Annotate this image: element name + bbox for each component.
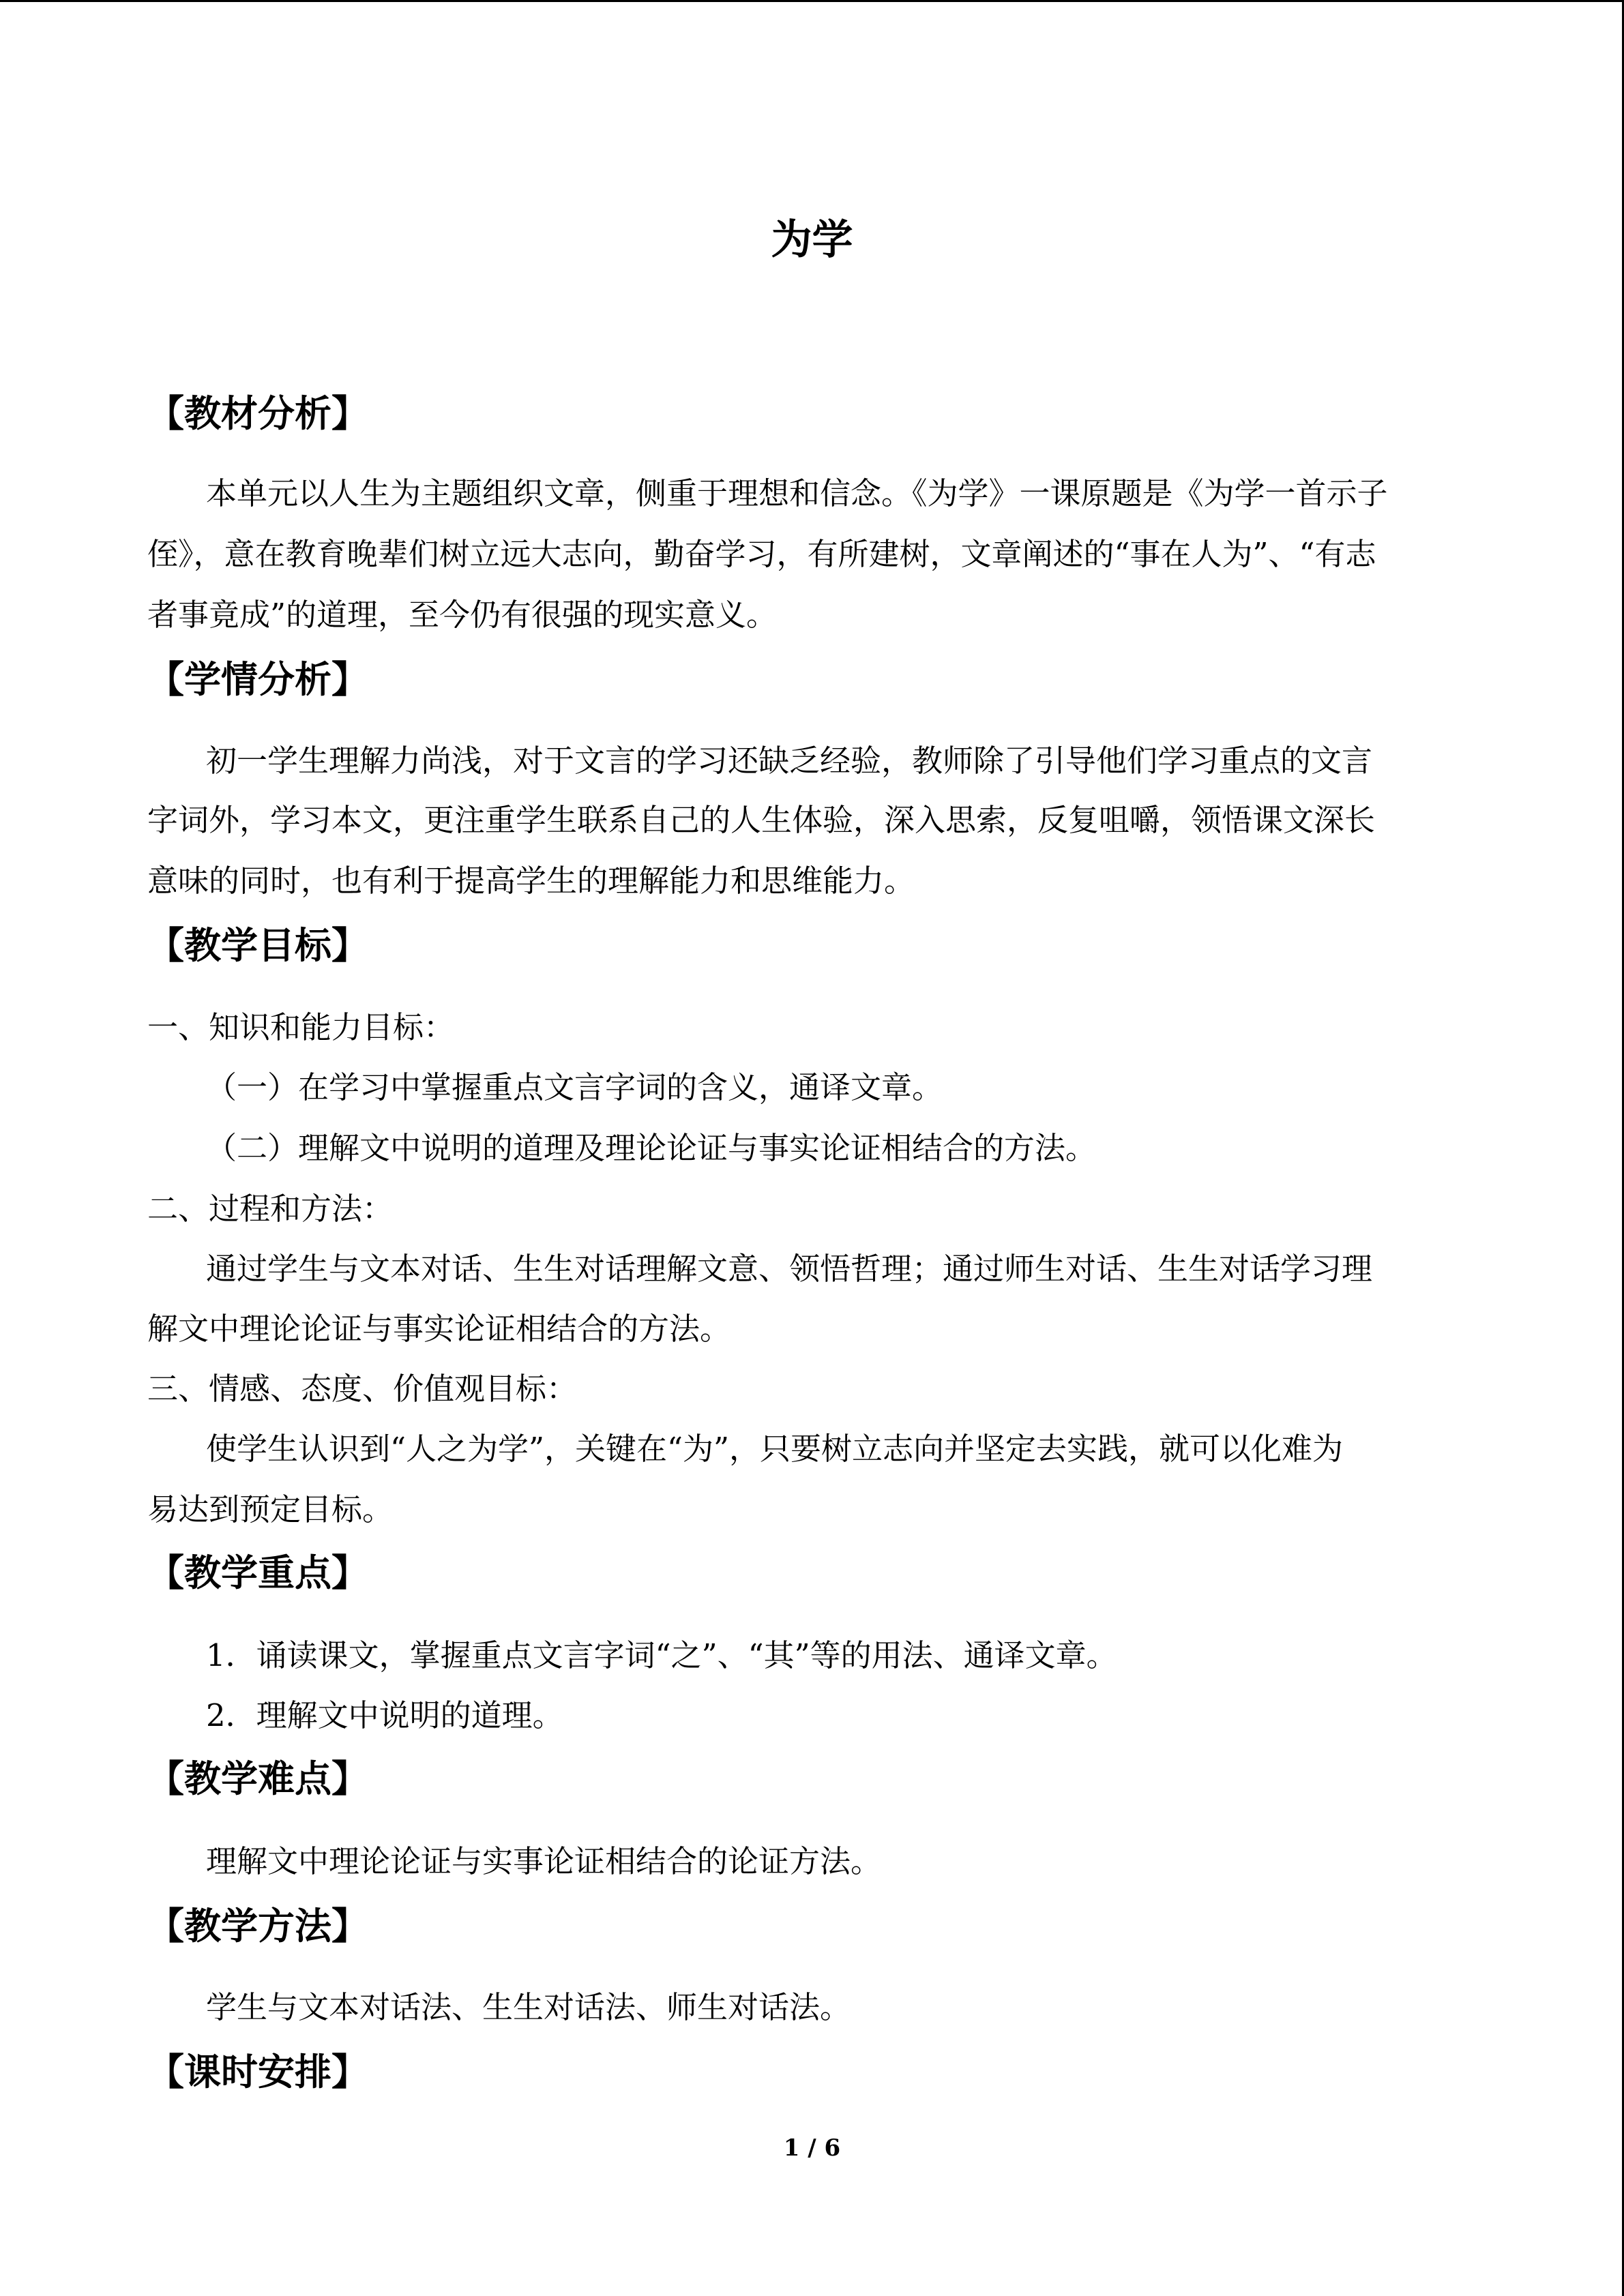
paragraph-line: 本单元以人生为主题组织文章，侧重于理想和信念。《为学》一课原题是《为学一首示子 [206,475,1388,511]
objective-category: 一、知识和能力目标： [147,1009,455,1045]
section-heading-teaching-objectives: 【教学目标】 [147,924,368,967]
paragraph-line: 初一学生理解力尚浅，对于文言的学习还缺乏经验，教师除了引导他们学习重点的文言 [206,743,1373,779]
objective-item: （一）在学习中掌握重点文言字词的含义，通译文章。 [206,1069,943,1105]
objective-category: 二、过程和方法： [147,1191,394,1227]
paragraph-line: 侄》，意在教育晚辈们树立远大志向，勤奋学习，有所建树，文章阐述的“事在人为”、“有志 [147,536,1376,572]
section-heading-teaching-methods: 【教学方法】 [147,1905,368,1948]
paragraph-line: 理解文中理论论证与实事论证相结合的论证方法。 [206,1843,882,1879]
section-heading-class-schedule: 【课时安排】 [147,2051,368,2093]
section-heading-difficult-points: 【教学难点】 [147,1757,368,1800]
section-heading-textbook-analysis: 【教材分析】 [147,392,368,435]
paragraph-line: 者事竟成”的道理，至今仍有很强的现实意义。 [147,597,778,633]
section-heading-key-points: 【教学重点】 [147,1551,368,1594]
page-top-border [0,0,1624,2]
paragraph-line: 字词外，学习本文，更注重学生联系自己的人生体验，深入思索，反复咀嚼，领悟课文深长 [147,802,1376,838]
paragraph-line: 学生与文本对话法、生生对话法、师生对话法。 [206,1989,851,2025]
document-title: 为学 [771,216,853,264]
objective-item: （二）理解文中说明的道理及理论论证与事实论证相结合的方法。 [206,1130,1097,1166]
section-heading-student-analysis: 【学情分析】 [147,658,368,701]
list-item: 1．诵读课文，掌握重点文言字词“之”、“其”等的用法、通译文章。 [206,1637,1117,1673]
objective-category: 三、情感、态度、价值观目标： [147,1371,578,1407]
paragraph-line: 意味的同时，也有利于提高学生的理解能力和思维能力。 [147,863,915,899]
paragraph-line: 解文中理论论证与事实论证相结合的方法。 [147,1311,731,1347]
paragraph-line: 通过学生与文本对话、生生对话理解文意、领悟哲理；通过师生对话、生生对话学习理 [206,1251,1373,1287]
page-number: 1 / 6 [783,2134,841,2162]
list-item: 2．理解文中说明的道理。 [206,1697,563,1733]
paragraph-line: 易达到预定目标。 [147,1491,394,1527]
paragraph-line: 使学生认识到“人之为学”，关键在“为”，只要树立志向并坚定去实践，就可以化难为 [206,1431,1344,1467]
